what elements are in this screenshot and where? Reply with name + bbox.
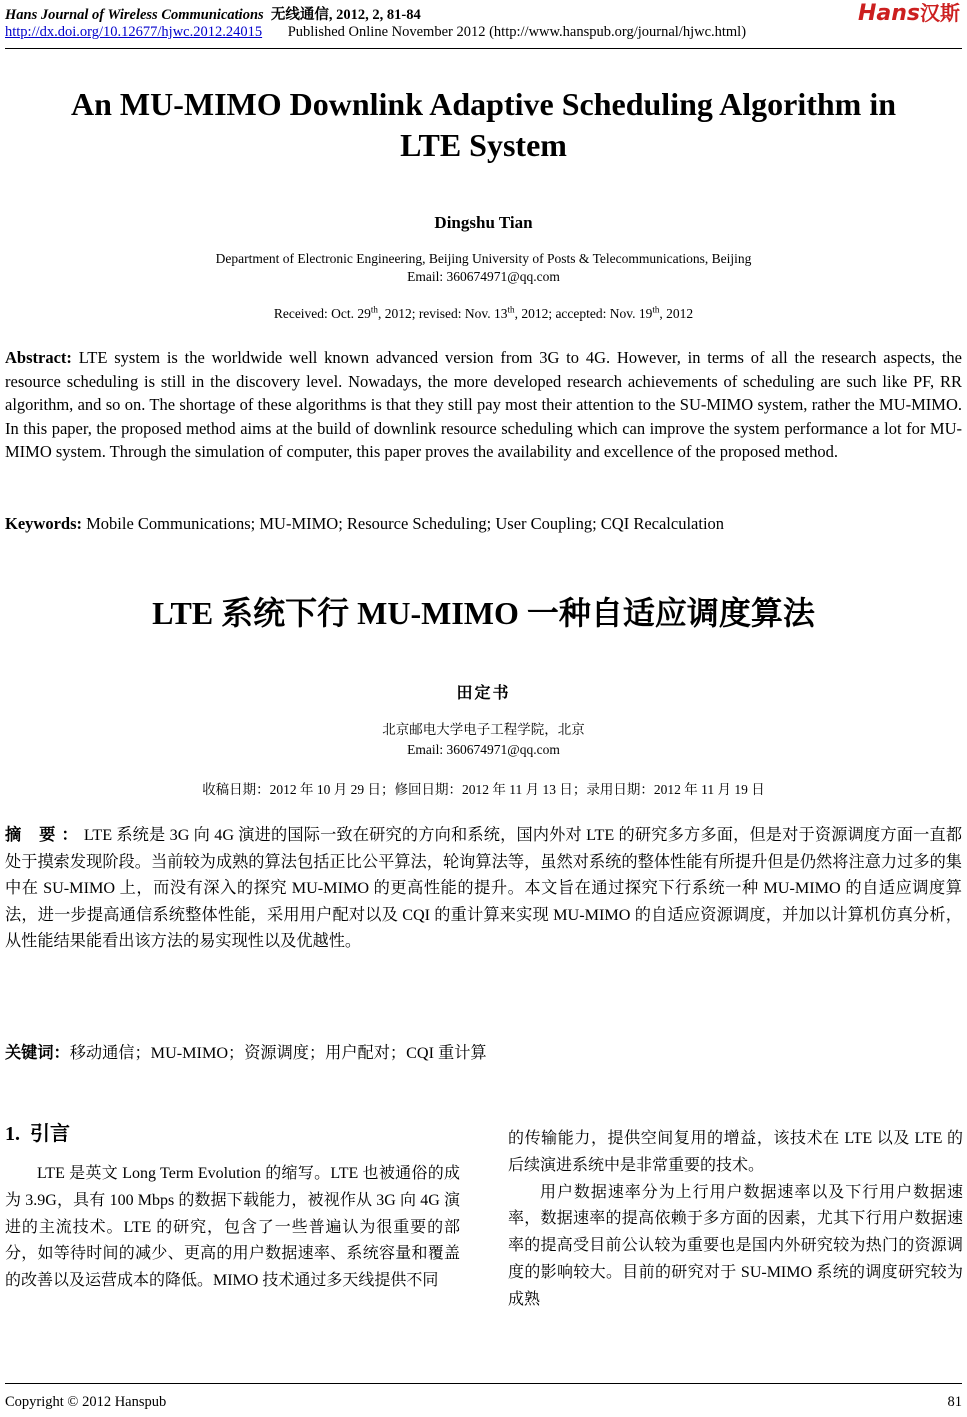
page-number: 81	[947, 1394, 962, 1410]
keywords-cn-text: 移动通信；MU-MIMO；资源调度；用户配对；CQI 重计算	[69, 1044, 487, 1062]
page-header	[5, 0, 962, 49]
abstract-cn	[5, 822, 962, 955]
doi-line	[5, 24, 746, 41]
body-paragraph: 的传输能力，提供空间复用的增益，该技术在 LTE 以及 LTE 的后续演进系统中是非常重要的技术。	[508, 1130, 963, 1174]
email-cn: Email: 360674971@qq.com	[407, 742, 560, 757]
author-en: Dingshu Tian	[434, 213, 533, 232]
hans-logo: Hans汉斯	[857, 1, 960, 26]
email-en: Email: 360674971@qq.com	[407, 269, 560, 284]
body-column-left	[5, 1118, 460, 1295]
affiliation-cn: 北京邮电大学电子工程学院，北京 Email: 360674971@qq.com	[0, 720, 967, 760]
body-paragraph: LTE 是英文 Long Term Evolution 的缩写。LTE 也被通俗的成为 3.9G，具有 100 Mbps 的数据下载能力，被视作从 3G 向 4G 演进的主流技术。LTE 的研究，包含了一些普遍认为很重要的部分，如等待时间的减少、更高的用户数据速率、系统容量和覆盖的改善以及运营成本的降低。MIMO 技术通过多天线提供不同	[5, 1165, 460, 1290]
body-column-right	[508, 1126, 963, 1314]
copyright: Copyright © 2012 Hanspub	[5, 1394, 167, 1410]
journal-name: Hans Journal of Wireless Communications 无线通信, 2012, 2, 81-84	[5, 7, 421, 23]
dates-cn: 收稿日期：2012 年 10 月 29 日；修回日期：2012 年 11 月 13 日；录用日期：2012 年 11 月 19 日	[202, 782, 765, 797]
doi-link[interactable]: http://dx.doi.org/10.12677/hjwc.2012.24015	[5, 24, 263, 40]
keywords-cn-label: 关键词：	[5, 1043, 70, 1062]
abstract-label: Abstract:	[5, 348, 72, 367]
affiliation-en: Department of Electronic Engineering, Beijing University of Posts & Telecommunications, Beijing Email: 360674971@qq.com	[0, 250, 967, 286]
keywords-label: Keywords:	[5, 514, 82, 533]
page-footer	[5, 1383, 962, 1411]
abstract-en	[5, 346, 962, 464]
body-paragraph: 用户数据速率分为上行用户数据速率以及下行用户数据速率，数据速率的提高依赖于多方面的因素，尤其下行用户数据速率的提高受目前公认较为重要也是国内外研究较为热门的资源调度的影响较大。目前的研究对于 SU-MIMO 系统的调度研究较为成熟	[508, 1183, 963, 1308]
abstract-cn-text: LTE 系统是 3G 向 4G 演进的国际一致在研究的方向和系统，国内外对 LTE 的研究多方多面，但是对于资源调度方面一直都处于摸索发现阶段。当前较为成熟的算法包括正比公平算法，轮询算法等，虽然对系统的整体性能有所提升但是仍然将注意力过多的集中在 SU-MIMO 上，而没有深入的探究 MU-MIMO 的更高性能的提升。本文旨在通过探究下行系统一种 MU-MIMO 的自适应调度算法，进一步提高通信系统整体性能，采用用户配对以及 CQI 的重计算来实现 MU-MIMO 的自适应资源调度，并加以计算机仿真分析，从性能结果能看出该方法的易实现性以及优越性。	[5, 826, 963, 950]
author-cn: 田定书	[456, 683, 511, 702]
keywords-cn	[5, 1041, 962, 1066]
journal-citation: 无线通信, 2012, 2, 81-84	[270, 7, 421, 23]
abstract-cn-label: 摘 要：	[5, 825, 84, 844]
published-online: Published Online November 2012 (http://www.hanspub.org/journal/hjwc.html)	[287, 24, 747, 40]
paper-title-cn: LTE 系统下行 MU-MIMO 一种自适应调度算法	[152, 595, 815, 631]
dates-en: Received: Oct. 29th, 2012; revised: Nov. 13th, 2012; accepted: Nov. 19th, 2012	[273, 304, 694, 321]
keywords-text: Mobile Communications; MU-MIMO; Resource Scheduling; User Coupling; CQI Recalculation	[86, 514, 725, 533]
section-heading: 1. 引言	[5, 1121, 70, 1145]
keywords-en	[5, 512, 962, 536]
abstract-text: LTE system is the worldwide well known advanced version from 3G to 4G. However, in terms of all the research aspects, the resource scheduling is still in the discovery level. Nowadays, the more developed research achievements of scheduling are such like PF, RR algorithm, and so on. The shortage of these algorithms is that they still pay most their attention to the SU-MIMO system, rather the MU-MIMO. In this paper, the proposed method aims at the build of downlink resource scheduling which can improve the system performance a lot for MU-MIMO system. Through the simulation of computer, this paper proves the availability and excellence of the proposed method.	[5, 348, 962, 461]
paper-title-en: An MU-MIMO Downlink Adaptive Scheduling Algorithm in LTE System	[71, 86, 896, 163]
